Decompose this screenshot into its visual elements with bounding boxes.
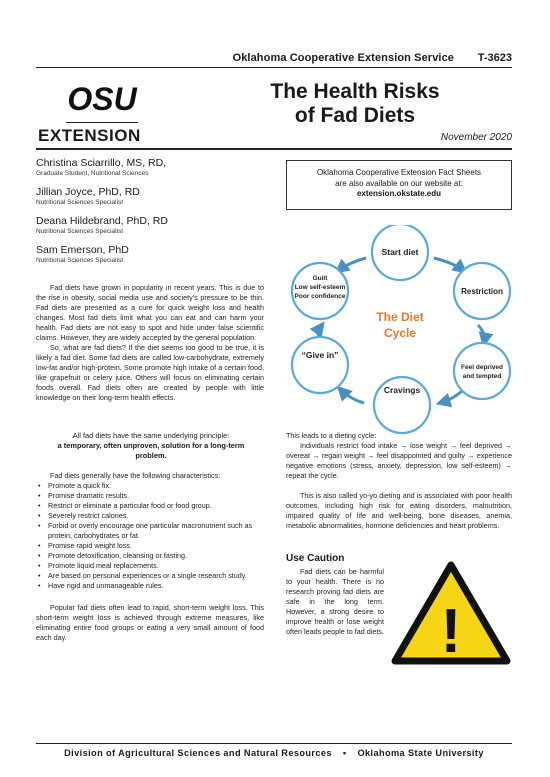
cycle-title-line-2: Cycle	[383, 326, 417, 340]
list-item: • Promise rapid weight loss.	[36, 541, 264, 551]
header-rule	[36, 148, 512, 150]
author-entry	[36, 215, 276, 244]
author-name: Deana Hildebrand, PhD, RD	[36, 215, 168, 227]
footer-division: Division of Agricultural Sciences and Natural Resources	[64, 748, 332, 758]
author-entry	[36, 186, 276, 215]
warning-icon	[390, 560, 512, 666]
author-role: Graduate Student, Nutritional Sciences	[36, 170, 149, 177]
stage-cravings	[374, 377, 430, 433]
logo-rule	[66, 122, 138, 123]
footer-university: Oklahoma State University	[357, 748, 484, 758]
caution-paragraph: Fad diets can be harmful to your health. There is no research proving fad diets are safe in the long term. However, a strong desire to improve health or lose weight often leads people to fad diets.	[286, 567, 384, 636]
cycle-arrow	[440, 389, 464, 403]
website-link[interactable]: extension.okstate.edu	[356, 189, 442, 198]
svg-text:Low self-esteem: Low self-esteem	[294, 284, 346, 291]
author-entry	[36, 244, 276, 265]
author-name: Jillian Joyce, PhD, RD	[36, 186, 140, 198]
cycle-arrow	[434, 258, 464, 271]
factbox-line-2: are also available on our website at:	[335, 178, 463, 188]
author-role: Nutritional Sciences Specialist	[36, 199, 124, 206]
author-role: Nutritional Sciences Specialist	[36, 257, 124, 264]
principle-line-3: problem.	[135, 451, 167, 460]
svg-text:Poor confidence: Poor confidence	[294, 293, 346, 300]
title-line-2: of Fad Diets	[294, 104, 416, 127]
list-item: • Promote detoxification, cleansing or fasting.	[36, 551, 264, 561]
stage-restriction	[454, 263, 510, 319]
list-item: • Promote a quick fix.	[36, 481, 264, 491]
characteristics-intro: Fad diets generally have the following characteristics:	[50, 471, 221, 480]
cycle-text: Individuals restrict food intake → lose weight → feel deprived → overeat → regain weight → feel disappointed and guilty → experience negative emotions (stress, anxiety, depression, low self-esteem) → repeat the cycle.	[286, 441, 512, 480]
cycle-arrow	[478, 325, 484, 343]
intro-paragraph-2: So, what are fad diets? If the diet seems too good to be true, it is likely a fad diet. Some fad diets are called low-carbohydrate, extremely low-fat and/or high-protein. Some promote high intake of a certain food, like grapefruit or celery juice. Others will focus on eliminating certain foods overall. Fad diets often are created by people with little knowledge on their long-term health effects.	[36, 343, 264, 402]
svg-text:Restriction: Restriction	[461, 287, 503, 296]
intro-text	[36, 283, 264, 403]
factsheet-box	[286, 160, 512, 210]
osu-logo-icon	[66, 80, 138, 118]
stage-start	[372, 225, 428, 280]
title-line-1: The Health Risks	[270, 80, 440, 103]
header-bar	[36, 48, 512, 68]
list-item: • Forbid or overly encourage one particular macronutrient such as protein, carbohydrates or fat.	[36, 521, 264, 541]
list-item: • Promise dramatic results.	[36, 491, 264, 501]
svg-text:and tempted: and tempted	[462, 373, 502, 380]
author-list	[36, 157, 276, 265]
cycle-arrow	[340, 389, 364, 403]
principle-line-2: a temporary, often unproven, solution for a long-term	[57, 441, 245, 450]
principle-line-1: All fad diets have the same underlying principle:	[72, 431, 230, 440]
publication-date: November 2020	[440, 132, 512, 143]
cycle-arrow	[338, 258, 366, 271]
stage-give-in	[292, 337, 348, 393]
svg-text:Cravings: Cravings	[383, 385, 421, 395]
fact-sheet-code: T-3623	[477, 52, 512, 64]
caution-heading: Use Caution	[286, 553, 345, 564]
svg-text:Guilt: Guilt	[312, 275, 328, 282]
svg-text:Feel deprived: Feel deprived	[461, 364, 503, 371]
characteristics-section	[36, 471, 264, 591]
page-title	[200, 80, 510, 128]
footer-rule	[36, 743, 512, 744]
popular-diets-paragraph: Popular fad diets often lead to rapid, short-term weight loss. This short-term weight loss is achieved through extreme measures, like eliminating entire food groups or eating a very small amount of food each day.	[36, 603, 264, 642]
factbox-line-1: Oklahoma Cooperative Extension Fact Sheets	[316, 168, 482, 177]
diet-cycle-diagram	[288, 225, 512, 437]
svg-text:!: !	[440, 597, 462, 666]
list-item: • Promote liquid meal replacements.	[36, 561, 264, 571]
cycle-intro: This leads to a dieting cycle:	[286, 431, 377, 440]
author-role: Nutritional Sciences Specialist	[36, 228, 124, 235]
yoyo-paragraph: This is also called yo-yo dieting and is associated with poor health outcomes, including high risk for eating disorders, malnutrition, impaired quality of life and well-being, bone diseases, anemia, metabolic abnormalities, hormone deficiencies and heart problems.	[286, 491, 512, 530]
service-name: Oklahoma Cooperative Extension Service	[232, 52, 454, 64]
stage-feel-deprived	[454, 343, 510, 399]
footer	[36, 748, 512, 758]
stage-guilt	[292, 263, 348, 319]
footer-separator: •	[342, 748, 347, 758]
svg-text:OSU: OSU	[67, 81, 137, 117]
author-name: Sam Emerson, PhD	[36, 244, 129, 256]
cycle-title-line-1: The Diet	[376, 310, 424, 324]
principle-block	[36, 431, 266, 461]
extension-wordmark: EXTENSION	[38, 126, 141, 145]
list-item: • Restrict or eliminate a particular food or food group.	[36, 501, 264, 511]
svg-text:“Give in”: “Give in”	[301, 350, 339, 360]
list-item: • Are based on personal experiences or a single research study.	[36, 571, 264, 581]
list-item: • Severely restrict calories.	[36, 511, 264, 521]
characteristics-list	[36, 481, 264, 591]
svg-text:Start diet: Start diet	[381, 247, 419, 257]
cycle-explanation	[286, 431, 512, 531]
author-entry	[36, 157, 276, 186]
intro-paragraph-1: Fad diets have grown in popularity in recent years. This is due to the rise in obesity, social media use and society's pressure to be thin. Fad diets are presented as a cure for quick weight loss and health changes. Most fad diets limit what you can eat and can harm your health. Fad diets are not easy to spot and hide under false scientific claims. However, they are widely accepted by the general population.	[36, 283, 264, 342]
list-item: • Have rigid and unmanageable rules.	[36, 581, 264, 591]
author-name: Christina Sciarrillo, MS, RD,	[36, 157, 167, 169]
